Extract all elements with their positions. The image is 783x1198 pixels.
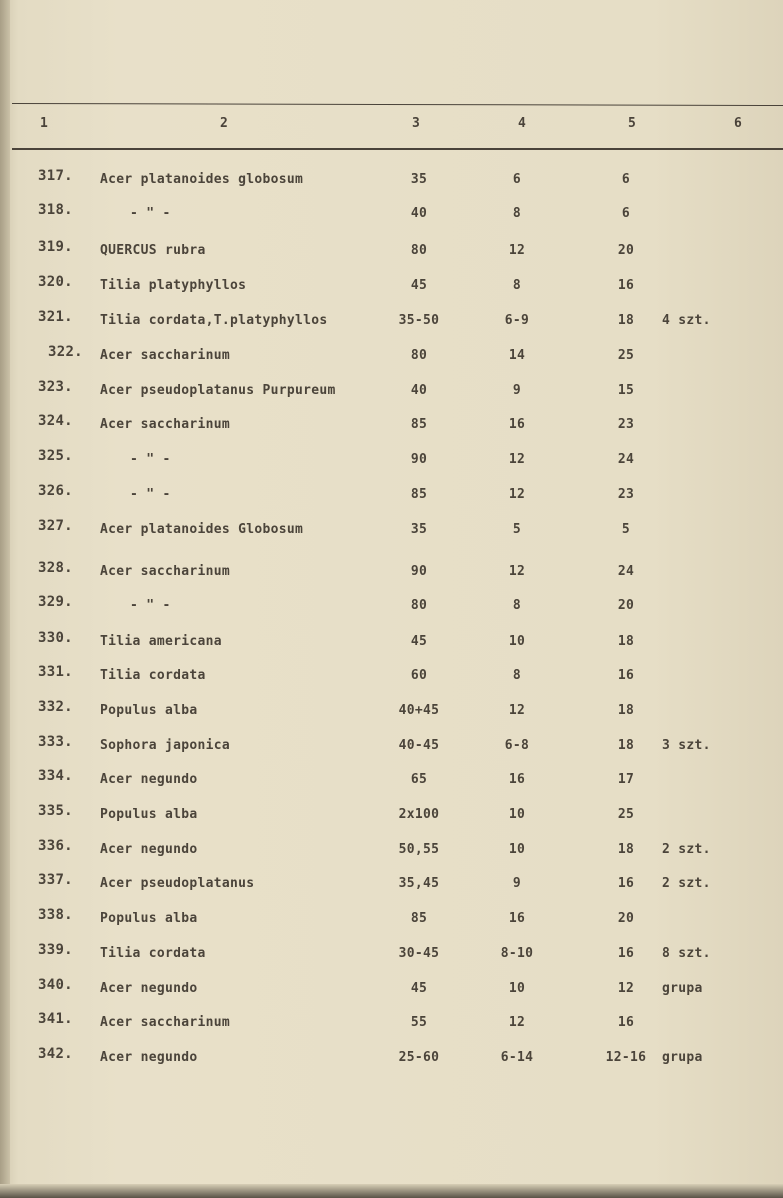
row-number: 342. (38, 1046, 73, 1062)
col-3-value: 85 (410, 417, 428, 432)
col-5-value: 18 (617, 703, 635, 718)
table-row (0, 907, 783, 935)
table-row (0, 664, 783, 692)
species-name: Populus alba (100, 703, 198, 718)
row-number: 326. (38, 483, 73, 499)
col-3-value: 35 (410, 172, 428, 187)
col-4-value: 12 (508, 487, 526, 502)
col-6-value: grupa (662, 981, 703, 996)
col-5-value: 12 (617, 981, 635, 996)
header-col-3: 3 (412, 116, 420, 131)
col-5-value: 15 (617, 383, 635, 398)
table-row (0, 379, 783, 407)
col-3-value: 80 (410, 348, 428, 363)
col-4-value: 5 (512, 522, 522, 537)
col-5-value: 18 (617, 313, 635, 328)
col-5-value: 6 (621, 172, 631, 187)
species-name: - " - (130, 452, 171, 467)
species-name: Acer saccharinum (100, 348, 231, 363)
row-number: 333. (38, 734, 73, 750)
col-3-value: 50,55 (398, 842, 440, 857)
col-3-value: 80 (410, 243, 428, 258)
col-5-value: 23 (617, 487, 635, 502)
species-name: Acer saccharinum (100, 1015, 231, 1030)
species-name: Acer negundo (100, 842, 198, 857)
table-row (0, 594, 783, 622)
table-row (0, 977, 783, 1005)
row-number: 318. (38, 202, 73, 218)
table-row (0, 560, 783, 588)
species-name: Tilia platyphyllos (100, 278, 247, 293)
row-number: 317. (38, 168, 73, 184)
species-name: Populus alba (100, 911, 198, 926)
table-row (0, 942, 783, 970)
col-4-value: 9 (512, 383, 522, 398)
species-name: - " - (130, 206, 171, 221)
table-row (0, 202, 783, 230)
col-5-value: 24 (617, 564, 635, 579)
col-3-value: 25-60 (398, 1050, 440, 1065)
row-number: 330. (38, 630, 73, 646)
col-3-value: 30-45 (398, 946, 440, 961)
table-row (0, 483, 783, 511)
row-number: 322. (48, 344, 83, 360)
col-5-value: 6 (621, 206, 631, 221)
col-4-value: 16 (508, 772, 526, 787)
col-3-value: 45 (410, 981, 428, 996)
col-6-value: 8 szt. (662, 946, 711, 961)
col-6-value: 2 szt. (662, 876, 711, 891)
col-4-value: 12 (508, 243, 526, 258)
col-5-value: 18 (617, 634, 635, 649)
col-6-value: 3 szt. (662, 738, 711, 753)
table-row (0, 838, 783, 866)
header-col-1: 1 (40, 116, 48, 131)
species-name: Acer pseudoplatanus (100, 876, 255, 891)
species-name: Acer negundo (100, 1050, 198, 1065)
row-number: 327. (38, 518, 73, 534)
col-4-value: 12 (508, 452, 526, 467)
row-number: 336. (38, 838, 73, 854)
col-4-value: 8 (512, 668, 522, 683)
species-name: Tilia americana (100, 634, 222, 649)
col-5-value: 17 (617, 772, 635, 787)
species-name: - " - (130, 487, 171, 502)
table-row (0, 168, 783, 196)
header-col-5: 5 (628, 116, 636, 131)
col-4-value: 6 (512, 172, 522, 187)
col-4-value: 16 (508, 417, 526, 432)
col-4-value: 10 (508, 634, 526, 649)
col-3-value: 80 (410, 598, 428, 613)
page-bottom-edge (0, 1184, 783, 1198)
col-3-value: 45 (410, 634, 428, 649)
table-row (0, 1046, 783, 1074)
row-number: 325. (38, 448, 73, 464)
col-3-value: 55 (410, 1015, 428, 1030)
row-number: 334. (38, 768, 73, 784)
col-3-value: 85 (410, 487, 428, 502)
species-name: QUERCUS rubra (100, 243, 206, 258)
col-3-value: 35 (410, 522, 428, 537)
row-number: 340. (38, 977, 73, 993)
col-5-value: 25 (617, 348, 635, 363)
row-number: 324. (38, 413, 73, 429)
species-name: Acer negundo (100, 772, 198, 787)
species-name: Acer platanoides globosum (100, 172, 304, 187)
col-5-value: 18 (617, 738, 635, 753)
species-name: Tilia cordata,T.platyphyllos (100, 313, 328, 328)
table-row (0, 734, 783, 762)
col-5-value: 20 (617, 911, 635, 926)
col-4-value: 12 (508, 1015, 526, 1030)
species-name: Tilia cordata (100, 668, 206, 683)
col-5-value: 25 (617, 807, 635, 822)
species-name: Populus alba (100, 807, 198, 822)
col-3-value: 90 (410, 452, 428, 467)
row-number: 335. (38, 803, 73, 819)
col-5-value: 24 (617, 452, 635, 467)
species-name: Acer negundo (100, 981, 198, 996)
col-5-value: 16 (617, 946, 635, 961)
col-5-value: 23 (617, 417, 635, 432)
col-5-value: 16 (617, 668, 635, 683)
col-3-value: 40-45 (398, 738, 440, 753)
col-5-value: 20 (617, 243, 635, 258)
table-row (0, 803, 783, 831)
col-3-value: 40 (410, 206, 428, 221)
row-number: 341. (38, 1011, 73, 1027)
col-4-value: 10 (508, 981, 526, 996)
col-4-value: 8-10 (500, 946, 534, 961)
header-col-4: 4 (518, 116, 526, 131)
col-4-value: 14 (508, 348, 526, 363)
col-6-value: 2 szt. (662, 842, 711, 857)
col-3-value: 35-50 (398, 313, 440, 328)
col-5-value: 18 (617, 842, 635, 857)
row-number: 337. (38, 872, 73, 888)
col-4-value: 6-9 (504, 313, 530, 328)
table-row (0, 872, 783, 900)
table-row (0, 768, 783, 796)
table-row (0, 699, 783, 727)
col-4-value: 12 (508, 703, 526, 718)
col-4-value: 16 (508, 911, 526, 926)
row-number: 338. (38, 907, 73, 923)
row-number: 332. (38, 699, 73, 715)
col-3-value: 2x100 (398, 807, 440, 822)
col-5-value: 12-16 (605, 1050, 647, 1065)
species-name: Sophora japonica (100, 738, 231, 753)
col-4-value: 8 (512, 598, 522, 613)
row-number: 323. (38, 379, 73, 395)
col-3-value: 40 (410, 383, 428, 398)
col-3-value: 85 (410, 911, 428, 926)
table-header-rule (12, 148, 783, 150)
col-4-value: 8 (512, 206, 522, 221)
species-name: Acer saccharinum (100, 564, 231, 579)
species-name: - " - (130, 598, 171, 613)
col-3-value: 45 (410, 278, 428, 293)
row-number: 339. (38, 942, 73, 958)
col-4-value: 9 (512, 876, 522, 891)
table-row (0, 274, 783, 302)
col-4-value: 6-14 (500, 1050, 534, 1065)
table-row (0, 413, 783, 441)
col-5-value: 16 (617, 876, 635, 891)
col-3-value: 65 (410, 772, 428, 787)
col-3-value: 90 (410, 564, 428, 579)
header-col-6: 6 (734, 116, 742, 131)
table-row (0, 630, 783, 658)
col-4-value: 8 (512, 278, 522, 293)
col-3-value: 40+45 (398, 703, 440, 718)
row-number: 329. (38, 594, 73, 610)
table-row (0, 344, 783, 372)
col-5-value: 16 (617, 1015, 635, 1030)
row-number: 328. (38, 560, 73, 576)
col-4-value: 10 (508, 842, 526, 857)
row-number: 319. (38, 239, 73, 255)
row-number: 321. (38, 309, 73, 325)
col-3-value: 60 (410, 668, 428, 683)
col-4-value: 12 (508, 564, 526, 579)
col-3-value: 35,45 (398, 876, 440, 891)
species-name: Acer pseudoplatanus Purpureum (100, 383, 336, 398)
col-5-value: 20 (617, 598, 635, 613)
col-6-value: 4 szt. (662, 313, 711, 328)
col-5-value: 5 (621, 522, 631, 537)
table-row (0, 239, 783, 267)
table-row (0, 1011, 783, 1039)
table-row (0, 309, 783, 337)
table-row (0, 518, 783, 546)
species-name: Tilia cordata (100, 946, 206, 961)
col-6-value: grupa (662, 1050, 703, 1065)
header-col-2: 2 (220, 116, 228, 131)
col-4-value: 10 (508, 807, 526, 822)
row-number: 331. (38, 664, 73, 680)
species-name: Acer platanoides Globosum (100, 522, 304, 537)
col-5-value: 16 (617, 278, 635, 293)
species-name: Acer saccharinum (100, 417, 231, 432)
table-row (0, 448, 783, 476)
row-number: 320. (38, 274, 73, 290)
col-4-value: 6-8 (504, 738, 530, 753)
